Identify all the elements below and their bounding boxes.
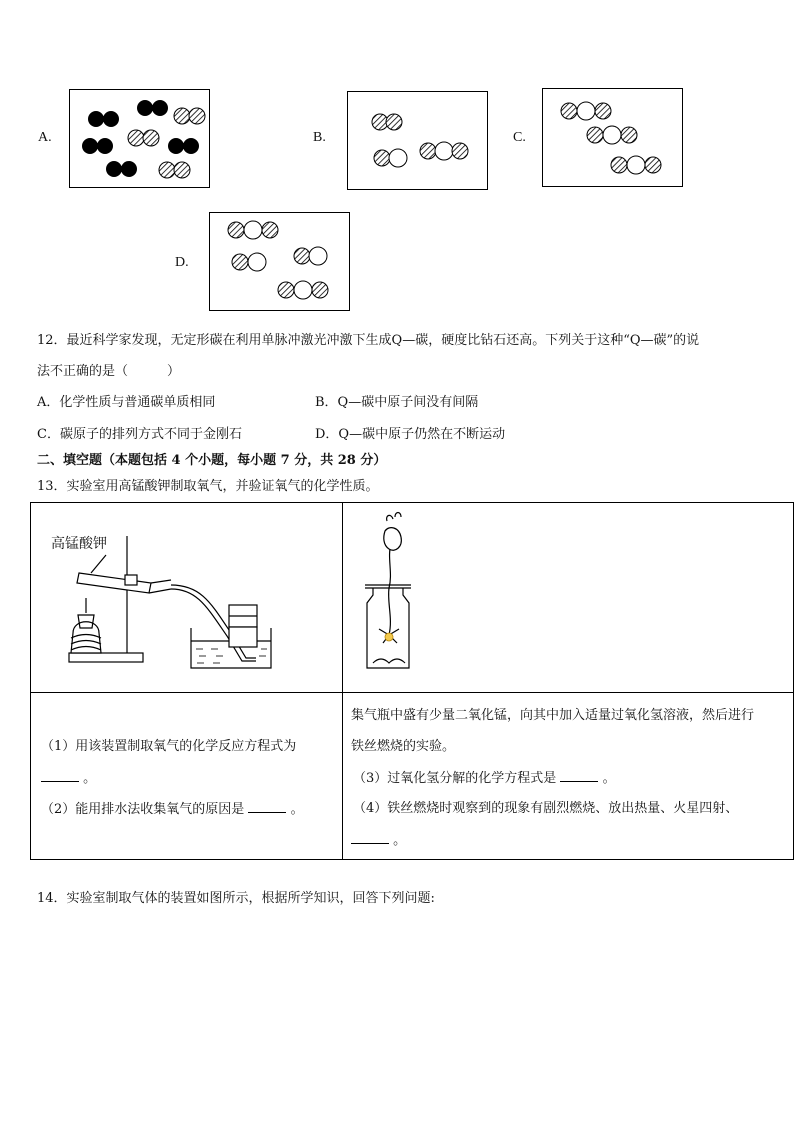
q14-stem: 14．实验室制取气体的装置如图所示，根据所学知识，回答下列问题: <box>37 891 435 906</box>
option-b-label: B. <box>313 130 326 145</box>
option-b-molecules <box>348 92 487 189</box>
q13-right-question-cell <box>343 693 794 860</box>
oxygen-apparatus-figure <box>31 503 342 693</box>
q13-q4-end: 。 <box>393 833 407 848</box>
q13-q1-end: 。 <box>83 771 97 786</box>
q13-q3 <box>353 769 616 788</box>
iron-wire-burning-figure <box>343 503 794 693</box>
q13-q4: （4）铁丝燃烧时观察到的现象有剧烈燃烧、放出热量、火星四射、 <box>353 801 739 816</box>
q13-figure-left-cell <box>31 503 343 693</box>
q13-q2-text: （2）能用排水法收集氧气的原因是 <box>41 802 245 817</box>
option-c-diagram <box>542 88 683 187</box>
q13-q3-blank[interactable] <box>560 769 598 782</box>
option-c-molecules <box>543 89 682 186</box>
q12-option-b: B．Q—碳中原子间没有间隔 <box>315 395 479 410</box>
q13-left-question-cell <box>31 693 343 860</box>
q13-q1-text: （1）用该装置制取氧气的化学反应方程式为 <box>41 739 297 754</box>
option-d-diagram <box>209 212 350 311</box>
q13-table <box>30 502 794 860</box>
q13-q1 <box>41 738 296 756</box>
option-a-label: A. <box>38 130 52 145</box>
option-d-label: D. <box>175 255 189 270</box>
option-c-label: C. <box>513 130 526 145</box>
q13-q4-blank[interactable] <box>351 831 389 844</box>
q12-stem-line1: 12．最近科学家发现，无定形碳在利用单脉冲激光冲激下生成Q—碳，硬度比钻石还高。下列关于这种“Q—碳”的说 <box>37 333 700 348</box>
q13-q2-end: 。 <box>290 802 304 817</box>
q13-stem: 13．实验室用高锰酸钾制取氧气，并验证氧气的化学性质。 <box>37 479 379 494</box>
q13-q3-end: 。 <box>602 771 616 786</box>
q13-q2-blank[interactable] <box>248 800 286 813</box>
option-d-molecules <box>210 213 349 310</box>
q13-intro-line1: 集气瓶中盛有少量二氧化锰，向其中加入适量过氧化氢溶液，然后进行 <box>351 708 755 723</box>
q13-q1-blank[interactable] <box>41 769 79 782</box>
q13-q4-answer <box>351 831 406 850</box>
option-a-molecules <box>70 90 209 187</box>
option-b-diagram <box>347 91 488 190</box>
section2-title: 二、填空题（本题包括 4 个小题，每小题 7 分，共 28 分） <box>37 453 387 468</box>
q13-q2 <box>41 800 304 819</box>
q13-intro-line2: 铁丝燃烧的实验。 <box>351 739 456 754</box>
q13-q1-answer <box>41 769 96 788</box>
q13-q3-text: （3）过氧化氢分解的化学方程式是 <box>353 771 557 786</box>
option-a-diagram <box>69 89 210 188</box>
flame-icon <box>385 633 393 641</box>
q12-option-c: C．碳原子的排列方式不同于金刚石 <box>37 427 242 442</box>
q12-option-a: A．化学性质与普通碳单质相同 <box>37 395 216 410</box>
potassium-permanganate-label: 高锰酸钾 <box>51 535 107 551</box>
q12-stem-line2: 法不正确的是（ ） <box>37 364 181 379</box>
q13-figure-right-cell <box>343 503 794 693</box>
q12-option-d: D．Q—碳中原子仍然在不断运动 <box>315 427 506 442</box>
